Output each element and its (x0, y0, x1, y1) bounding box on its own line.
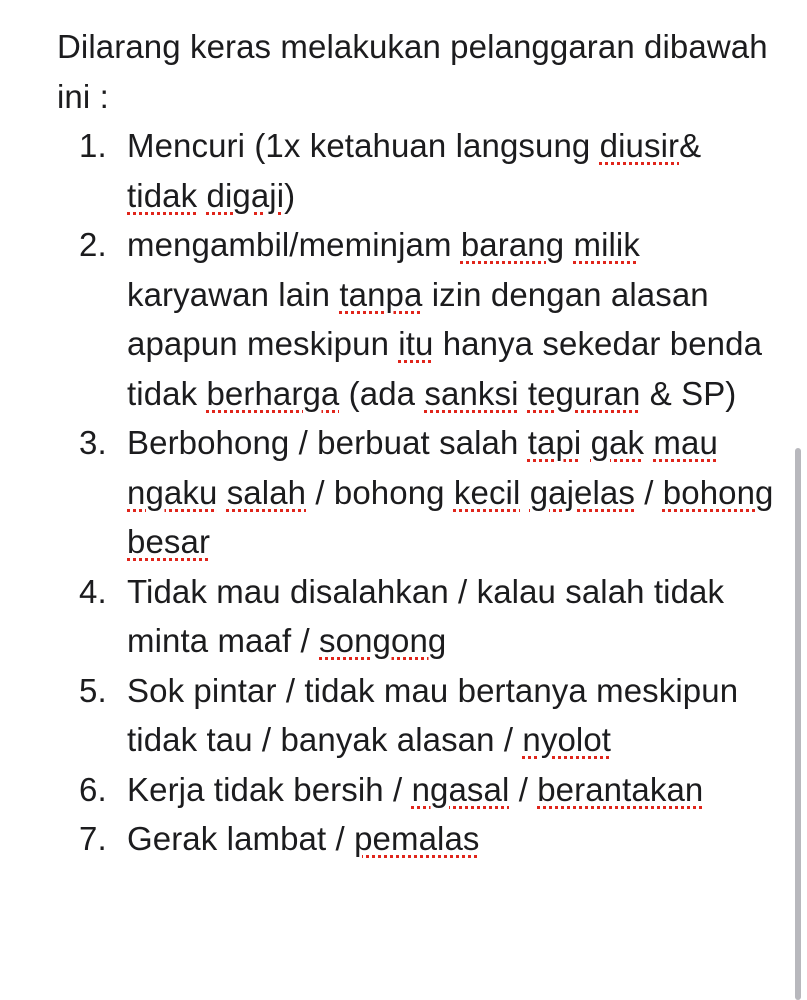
text-segment: Tidak mau disalahkan / kalau salah tidak minta maaf / (127, 572, 725, 659)
rule-number: 6. (79, 770, 107, 808)
misspelled-word[interactable]: tapi (527, 424, 582, 461)
misspelled-word[interactable]: songong (319, 622, 447, 659)
text-segment: izin dengan alasan apapun meskipun (127, 275, 709, 362)
rule-item (57, 567, 777, 666)
rule-text (127, 424, 774, 560)
misspelled-word[interactable]: kecil (453, 473, 521, 511)
rule-text (127, 771, 703, 808)
text-segment: mengambil/meminjam (127, 226, 461, 263)
text-segment (519, 375, 528, 412)
misspelled-word[interactable]: barang (460, 226, 565, 263)
misspelled-word[interactable]: ngaku (127, 473, 218, 511)
misspelled-word[interactable]: digaji (206, 176, 285, 214)
misspelled-word[interactable]: sanksi (424, 374, 519, 412)
text-segment (581, 424, 590, 461)
misspelled-word[interactable]: gak (590, 424, 645, 461)
text-segment: Kerja tidak bersih / (127, 770, 412, 808)
rule-number: 2. (79, 226, 107, 263)
note-body[interactable] (57, 22, 777, 864)
rule-number: 4. (79, 572, 107, 610)
misspelled-word[interactable]: mau (653, 424, 718, 461)
rule-text (127, 226, 762, 412)
text-segment: Mencuri (1x ketahuan langsung (127, 127, 600, 164)
misspelled-word[interactable]: teguran (527, 374, 641, 412)
text-segment: (ada (339, 374, 425, 412)
scrollbar-thumb[interactable] (795, 448, 801, 1000)
text-segment: & SP) (640, 374, 737, 412)
misspelled-word[interactable]: nyolot (522, 721, 612, 758)
misspelled-word[interactable]: diusir (599, 127, 680, 164)
rule-item (57, 765, 777, 815)
text-segment (217, 474, 226, 511)
rule-text (127, 672, 738, 759)
rules-list (57, 121, 777, 864)
misspelled-word[interactable]: ngasal (411, 770, 510, 808)
misspelled-word[interactable]: besar (127, 523, 211, 560)
note-intro: Dilarang keras melakukan pelanggaran dibawah ini : (57, 28, 768, 115)
text-segment: Gerak lambat / (127, 820, 355, 857)
text-segment: ) (284, 176, 296, 214)
rule-item (57, 418, 777, 567)
rule-item (57, 814, 777, 864)
rule-item (57, 220, 777, 418)
text-segment (520, 474, 529, 511)
misspelled-word[interactable]: milik (573, 226, 640, 263)
rule-number: 3. (79, 424, 107, 461)
text-segment: / (634, 473, 663, 511)
rule-item (57, 666, 777, 765)
rule-item (57, 121, 777, 220)
text-segment: Sok pintar / tidak mau bertanya meskipun tidak tau / banyak alasan / (127, 671, 739, 758)
text-segment (197, 177, 206, 214)
misspelled-word[interactable]: tidak (127, 176, 198, 214)
text-segment: karyawan lain (127, 275, 340, 313)
misspelled-word[interactable]: pemalas (354, 820, 480, 857)
rule-number: 7. (79, 820, 107, 857)
rule-number: 1. (79, 127, 107, 164)
rule-number: 5. (79, 671, 107, 709)
rule-text (127, 820, 480, 857)
misspelled-word[interactable]: berharga (206, 374, 340, 412)
misspelled-word[interactable]: salah (226, 473, 307, 511)
text-segment: & (679, 127, 702, 164)
text-segment: / (509, 770, 538, 808)
text-segment: / bohong (306, 473, 454, 511)
misspelled-word[interactable]: tanpa (339, 275, 423, 313)
rule-text (127, 127, 701, 214)
misspelled-word[interactable]: gajelas (529, 473, 635, 511)
text-segment: Berbohong / berbuat salah (127, 424, 528, 461)
misspelled-word[interactable]: itu (398, 325, 434, 362)
rule-text (127, 573, 724, 660)
text-segment: hanya sekedar benda tidak (127, 325, 763, 412)
misspelled-word[interactable]: bohong (662, 473, 774, 511)
misspelled-word[interactable]: berantakan (537, 770, 704, 808)
